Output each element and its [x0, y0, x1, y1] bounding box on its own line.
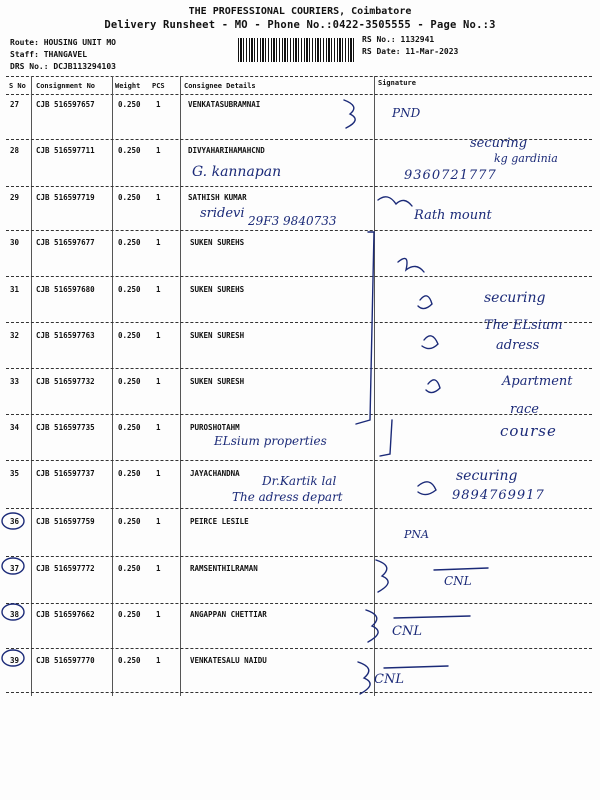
row-consignee: ANGAPPAN CHETTIAR [190, 610, 267, 619]
row-sno: 35 [10, 469, 20, 478]
col-consignment: Consignment No [36, 82, 96, 90]
row-consignee: SATHISH KUMAR [188, 193, 247, 202]
col-pcs: PCS [152, 82, 165, 90]
row-consignment: CJB 516597770 [36, 656, 95, 665]
row-pcs: 1 [156, 377, 161, 386]
row-weight: 0.250 [118, 100, 141, 109]
hw-r35-a: Dr.Kartik lal [262, 474, 337, 488]
hw-r32-b: The ELsium [484, 318, 563, 333]
row-consignment: CJB 516597680 [36, 285, 95, 294]
hw-r32-a: securing [484, 290, 546, 306]
runsheet-subtitle: Delivery Runsheet - MO - Phone No.:0422-3505555 - Page No.:3 [104, 19, 496, 31]
row-sno: 38 [10, 610, 20, 619]
hw-r35-d: 9894769917 [452, 488, 545, 503]
row-sno: 36 [10, 517, 20, 526]
row-consignee: SUKEN SURESH [190, 377, 245, 386]
row-consignment: CJB 516597657 [36, 100, 95, 109]
row-sno: 37 [10, 564, 20, 573]
row-consignee: PEIRCE LESILE [190, 517, 249, 526]
hw-r38: CNL [392, 624, 422, 639]
rs-number: RS No.: 1132941 [362, 35, 435, 44]
row-sno: 27 [10, 100, 20, 109]
row-pcs: 1 [156, 193, 161, 202]
row-weight: 0.250 [118, 285, 141, 294]
row-consignment: CJB 516597662 [36, 610, 95, 619]
row-consignee: VENKATASUBRAMNAI [188, 100, 261, 109]
hw-r36: PNA [404, 528, 429, 541]
col-sno: S No [9, 82, 26, 90]
col-signature: Signature [378, 79, 416, 87]
hw-r28-sign: securing [470, 136, 528, 151]
row-sno: 30 [10, 238, 20, 247]
row-sno: 34 [10, 423, 20, 432]
row-pcs: 1 [156, 517, 161, 526]
row-consignment: CJB 516597737 [36, 469, 95, 478]
row-pcs: 1 [156, 285, 161, 294]
row-weight: 0.250 [118, 610, 141, 619]
row-consignment: CJB 516597763 [36, 331, 95, 340]
hw-r27: PND [392, 106, 421, 120]
row-weight: 0.250 [118, 331, 141, 340]
hw-r28-name: G. kannapan [192, 164, 282, 180]
hw-r34-b: course [500, 422, 557, 440]
row-consignment: CJB 516597772 [36, 564, 95, 573]
hw-r39: CNL [374, 672, 404, 687]
rs-date: RS Date: 11-Mar-2023 [362, 47, 459, 56]
row-sno: 32 [10, 331, 20, 340]
row-pcs: 1 [156, 610, 161, 619]
hw-r35-b: The adress depart [232, 490, 343, 504]
row-pcs: 1 [156, 238, 161, 247]
row-sno: 31 [10, 285, 20, 294]
row-sno: 28 [10, 146, 20, 155]
row-pcs: 1 [156, 423, 161, 432]
hw-r33: Apartment [502, 374, 573, 389]
row-weight: 0.250 [118, 193, 141, 202]
row-consignee: SUKEN SURESH [190, 331, 245, 340]
row-consignee: PUROSHOTAHM [190, 423, 240, 432]
row-pcs: 1 [156, 100, 161, 109]
row-weight: 0.250 [118, 423, 141, 432]
hw-r35-c: securing [456, 468, 518, 484]
runsheet-title: THE PROFESSIONAL COURIERS, Coimbatore [188, 6, 412, 17]
row-consignee: RAMSENTHILRAMAN [190, 564, 258, 573]
row-pcs: 1 [156, 564, 161, 573]
row-sno: 29 [10, 193, 20, 202]
row-consignee: VENKATESALU NAIDU [190, 656, 267, 665]
col-weight: Weight [115, 82, 141, 90]
hw-r28-phone: 9360721777 [404, 168, 497, 183]
row-consignment: CJB 516597711 [36, 146, 95, 155]
row-consignee: JAYACHANDNA [190, 469, 240, 478]
hw-r34-c: ELsium properties [214, 434, 327, 448]
row-consignment: CJB 516597732 [36, 377, 95, 386]
row-consignee: DIVYAHARIHAMAHCND [188, 146, 265, 155]
row-weight: 0.250 [118, 146, 141, 155]
staff-label: Staff: THANGAVEL [10, 50, 88, 59]
row-consignment: CJB 516597759 [36, 517, 95, 526]
row-consignee: SUKEN SUREHS [190, 238, 245, 247]
row-weight: 0.250 [118, 564, 141, 573]
hw-r29-name: sridevi [200, 206, 245, 221]
row-weight: 0.250 [118, 517, 141, 526]
row-consignment: CJB 516597735 [36, 423, 95, 432]
row-weight: 0.250 [118, 377, 141, 386]
row-weight: 0.250 [118, 656, 141, 665]
hw-r29-code: 29F3 9840733 [248, 214, 337, 228]
hw-r37: CNL [444, 574, 472, 588]
hw-r28-note: kg gardinia [494, 152, 558, 165]
hw-r32-c: adress [496, 338, 540, 353]
hw-r29-note: Rath mount [414, 208, 492, 223]
route-label: Route: HOUSING UNIT MO [10, 38, 116, 47]
row-weight: 0.250 [118, 469, 141, 478]
row-pcs: 1 [156, 146, 161, 155]
row-consignee: SUKEN SUREHS [190, 285, 245, 294]
row-pcs: 1 [156, 469, 161, 478]
drs-number: DRS No.: DCJB113294103 [10, 62, 116, 71]
row-consignment: CJB 516597677 [36, 238, 95, 247]
hw-r34-a: race [510, 402, 539, 417]
row-sno: 39 [10, 656, 20, 665]
row-weight: 0.250 [118, 238, 141, 247]
row-pcs: 1 [156, 331, 161, 340]
col-consignee: Consignee Details [184, 82, 256, 90]
row-consignment: CJB 516597719 [36, 193, 95, 202]
row-sno: 33 [10, 377, 20, 386]
row-pcs: 1 [156, 656, 161, 665]
